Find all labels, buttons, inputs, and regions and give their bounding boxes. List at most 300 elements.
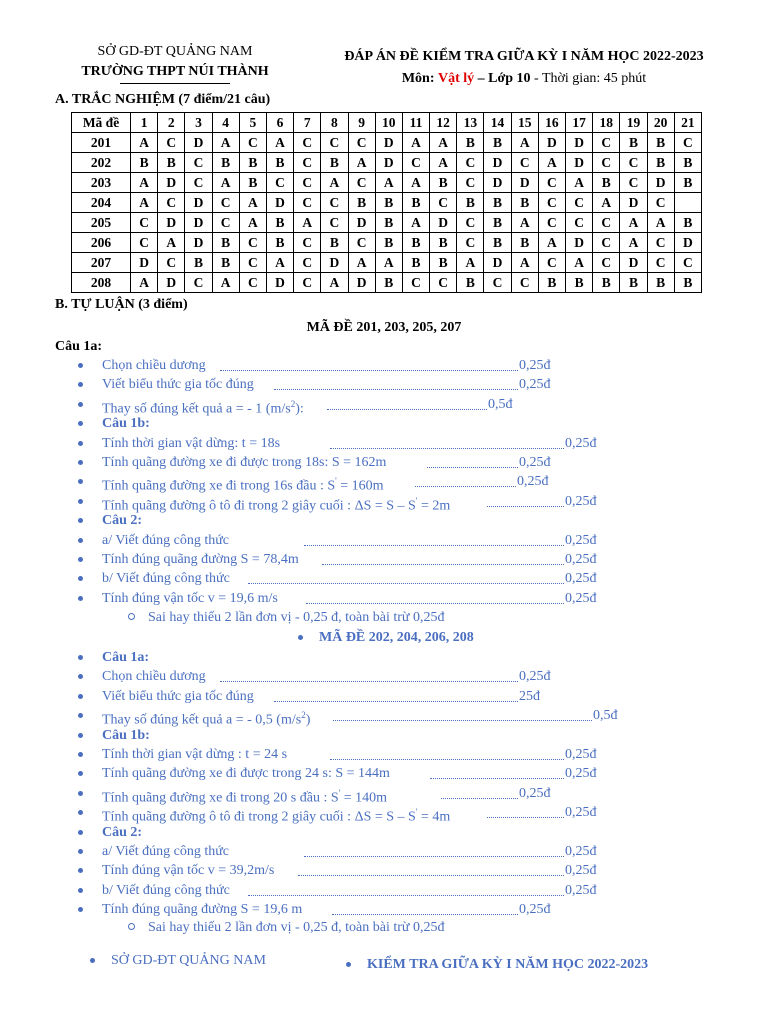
score-value: 0,25đ — [565, 882, 597, 898]
answer-cell: D — [131, 253, 158, 273]
score-value: 0,25đ — [565, 805, 597, 821]
answer-cell: C — [674, 133, 701, 153]
answer-cell: D — [484, 173, 511, 193]
answer-cell: B — [430, 173, 457, 193]
answer-cell: C — [538, 253, 565, 273]
section-a-title: A. TRẮC NGHIỆM (7 điểm/21 câu) — [55, 92, 271, 107]
dot-leader — [487, 817, 564, 818]
bullet-icon — [78, 479, 83, 484]
answer-cell: A — [620, 213, 647, 233]
exam-code-cell: 204 — [72, 193, 131, 213]
item-text: Tính quãng đường ô tô đi trong 2 giây cuối : ΔS = S – S — [102, 809, 416, 825]
list-item-text — [102, 492, 450, 516]
answer-cell: D — [647, 173, 674, 193]
dot-leader — [304, 545, 564, 546]
answer-cell: B — [647, 273, 674, 293]
list-item-text — [102, 687, 254, 706]
bullet-icon — [78, 791, 83, 796]
item-text-tail: = 140m — [340, 790, 388, 806]
item-text: Viết biểu thức gia tốc đúng — [102, 377, 254, 393]
answer-cell: B — [484, 213, 511, 233]
answer-cell: B — [566, 273, 593, 293]
answer-table-body — [72, 133, 702, 293]
answer-cell: C — [158, 253, 185, 273]
answer-cell: A — [131, 193, 158, 213]
header-question-cell: 16 — [538, 113, 565, 133]
item-text: Câu 2: — [102, 824, 143, 840]
answer-cell: C — [294, 173, 321, 193]
header-question-cell: 8 — [321, 113, 348, 133]
table-row — [72, 173, 702, 193]
bullet-icon — [78, 713, 83, 718]
answer-cell: D — [266, 273, 293, 293]
dot-leader — [304, 856, 564, 857]
answer-cell: C — [294, 253, 321, 273]
answer-cell: C — [185, 173, 212, 193]
header-question-cell: 10 — [375, 113, 402, 133]
answer-cell: D — [185, 233, 212, 253]
answer-cell: C — [402, 153, 429, 173]
answer-cell: B — [511, 233, 538, 253]
footer-left — [90, 951, 266, 970]
list-item-text — [102, 453, 386, 472]
dot-leader — [430, 778, 564, 779]
bullet-icon — [346, 962, 351, 967]
list-item-text — [102, 900, 302, 919]
answer-cell: C — [674, 253, 701, 273]
bullet-icon — [78, 538, 83, 543]
score-value: 0,25đ — [519, 377, 551, 393]
item-text: Chọn chiều dương — [102, 358, 206, 373]
item-text: Tính quãng đường xe đi trong 20 s đầu : S — [102, 790, 339, 806]
answer-cell: A — [239, 213, 266, 233]
group1-cau1a-label: Câu 1a: — [55, 339, 103, 354]
answer-cell: C — [266, 173, 293, 193]
answer-cell: C — [321, 213, 348, 233]
dot-leader — [330, 759, 564, 760]
item-text: a/ Viết đúng công thức — [102, 844, 230, 859]
answer-cell: C — [593, 213, 620, 233]
answer-cell: C — [158, 133, 185, 153]
answer-cell: C — [538, 173, 565, 193]
subject-name: Vật lý — [437, 71, 475, 86]
answer-cell: A — [511, 213, 538, 233]
dot-leader — [327, 409, 487, 410]
answer-cell: A — [430, 133, 457, 153]
list-item-text — [102, 842, 229, 861]
answer-cell: B — [321, 153, 348, 173]
school-name: TRƯỜNG THPT NÚI THÀNH — [81, 64, 269, 79]
answer-cell: C — [348, 233, 375, 253]
answer-cell: B — [538, 273, 565, 293]
footer-dept: SỞ GD-ĐT QUẢNG NAM — [111, 953, 266, 968]
answer-cell: C — [212, 193, 239, 213]
answer-cell: C — [348, 133, 375, 153]
answer-cell: B — [647, 153, 674, 173]
answer-cell: C — [511, 153, 538, 173]
list-item-text — [102, 589, 278, 608]
answer-cell: A — [511, 253, 538, 273]
answer-cell — [674, 193, 701, 213]
list-item-text — [102, 375, 254, 394]
doc-title: ĐÁP ÁN ĐỀ KIỂM TRA GIỮA KỲ I NĂM HỌC 2022-2023 — [344, 49, 704, 64]
score-value: 0,25đ — [565, 571, 597, 587]
answer-cell: C — [484, 273, 511, 293]
header-code-cell: Mã đề — [72, 113, 131, 133]
item-text-tail: ): — [295, 401, 304, 417]
dot-leader — [333, 720, 592, 721]
answer-cell: D — [484, 253, 511, 273]
score-value: 0,25đ — [565, 590, 597, 606]
list-item-text — [102, 823, 142, 842]
bullet-icon — [78, 499, 83, 504]
answer-cell: A — [402, 133, 429, 153]
answer-cell: B — [430, 253, 457, 273]
item-text: Câu 1b: — [102, 416, 150, 432]
item-text: Chọn chiều dương — [102, 669, 206, 685]
exam-time: - Thời gian: 45 phút — [534, 71, 647, 86]
bullet-icon — [90, 958, 95, 963]
bullet-icon — [78, 907, 83, 912]
dot-leader — [415, 486, 516, 487]
section-b-title: B. TỰ LUẬN (3 điểm) — [55, 297, 188, 312]
item-text: Tính thời gian vật dừng : t = 24 s — [102, 747, 288, 762]
item-superscript: 2 — [301, 710, 306, 721]
exam-code-cell: 201 — [72, 133, 131, 153]
bullet-icon — [78, 576, 83, 581]
answer-cell: D — [321, 253, 348, 273]
answer-table-header — [72, 113, 702, 133]
bullet-icon — [78, 441, 83, 446]
answer-cell: C — [457, 153, 484, 173]
answer-cell: A — [294, 213, 321, 233]
answer-cell: B — [402, 253, 429, 273]
header-question-cell: 7 — [294, 113, 321, 133]
dot-leader — [322, 564, 564, 565]
bullet-icon — [78, 460, 83, 465]
header-question-cell: 17 — [566, 113, 593, 133]
exam-code-cell: 203 — [72, 173, 131, 193]
answer-cell: A — [158, 233, 185, 253]
answer-cell: D — [185, 133, 212, 153]
score-value: 0,25đ — [519, 358, 551, 373]
answer-cell: B — [239, 173, 266, 193]
answer-cell: B — [620, 133, 647, 153]
answer-cell: C — [511, 273, 538, 293]
answer-cell: D — [566, 133, 593, 153]
answer-cell: D — [375, 153, 402, 173]
answer-cell: C — [593, 253, 620, 273]
item-text: Câu 1b: — [102, 727, 150, 743]
answer-cell: D — [511, 173, 538, 193]
answer-cell: C — [294, 153, 321, 173]
score-value: 0,25đ — [565, 844, 597, 859]
answer-cell: A — [266, 133, 293, 153]
answer-cell: D — [266, 193, 293, 213]
answer-cell: B — [674, 273, 701, 293]
header-underline — [120, 83, 230, 84]
header-left — [60, 42, 290, 84]
table-row — [72, 233, 702, 253]
dot-leader — [330, 448, 564, 449]
answer-cell: A — [538, 233, 565, 253]
answer-cell: B — [430, 233, 457, 253]
answer-cell: D — [158, 213, 185, 233]
item-text: a/ Viết đúng công thức — [102, 532, 230, 548]
bullet-icon — [78, 733, 83, 738]
answer-cell: D — [185, 213, 212, 233]
dot-leader — [248, 583, 564, 584]
dot-leader — [248, 895, 564, 896]
answer-cell: A — [620, 233, 647, 253]
answer-cell: B — [212, 153, 239, 173]
header-question-cell: 2 — [158, 113, 185, 133]
answer-cell: A — [348, 253, 375, 273]
bullet-icon — [78, 868, 83, 873]
exam-code-cell: 208 — [72, 273, 131, 293]
subject-line — [300, 68, 748, 90]
answer-cell: A — [348, 153, 375, 173]
list-item-text — [102, 414, 150, 433]
item-text: Tính quãng đường xe đi được trong 24 s: S = 144m — [102, 766, 390, 782]
dot-leader — [487, 506, 564, 507]
answer-cell: C — [593, 133, 620, 153]
grade-separator: – — [477, 71, 485, 86]
score-value: 0,25đ — [565, 532, 597, 548]
score-value: 0,25đ — [519, 669, 551, 685]
answer-cell: A — [402, 213, 429, 233]
item-text: Tính quãng đường xe đi trong 16s đầu : S — [102, 479, 336, 495]
answer-cell: B — [647, 133, 674, 153]
item-text: Thay số đúng kết quả a = - 0,5 (m/s — [102, 712, 302, 728]
answer-cell: B — [511, 193, 538, 213]
answer-cell: A — [375, 253, 402, 273]
answer-cell: C — [538, 193, 565, 213]
answer-cell: B — [185, 253, 212, 273]
answer-cell: A — [593, 193, 620, 213]
item-text-tail: = 160m — [336, 479, 384, 495]
item-superscript: ' — [415, 807, 418, 818]
answer-cell: B — [375, 233, 402, 253]
answer-cell: C — [212, 213, 239, 233]
dot-leader — [332, 914, 518, 915]
answer-cell: B — [674, 153, 701, 173]
list-item-text — [102, 511, 142, 530]
bullet-icon — [78, 363, 83, 368]
answer-cell: A — [131, 273, 158, 293]
answer-cell: B — [375, 213, 402, 233]
answer-cell: C — [430, 193, 457, 213]
item-superscript: 2 — [290, 398, 296, 409]
list-item-text — [102, 434, 280, 453]
answer-cell: C — [348, 173, 375, 193]
header-question-cell: 19 — [620, 113, 647, 133]
item-text: Tính đúng vận tốc v = 39,2m/s — [102, 863, 275, 879]
answer-cell: A — [375, 173, 402, 193]
header-question-cell: 9 — [348, 113, 375, 133]
answer-cell: B — [266, 233, 293, 253]
bullet-icon — [78, 830, 83, 835]
circle-bullet-icon — [128, 613, 135, 620]
answer-cell: C — [294, 133, 321, 153]
group1-title: MÃ ĐỀ 201, 203, 205, 207 — [306, 320, 462, 335]
answer-cell: C — [321, 133, 348, 153]
score-value: 0,25đ — [565, 766, 597, 782]
bullet-icon — [78, 557, 83, 562]
answer-cell: D — [620, 193, 647, 213]
dot-leader — [427, 467, 518, 468]
answer-cell: C — [185, 273, 212, 293]
answer-cell: D — [566, 233, 593, 253]
score-value: 0,25đ — [565, 863, 597, 879]
bullet-icon — [78, 674, 83, 679]
header-question-cell: 13 — [457, 113, 484, 133]
answer-cell: B — [375, 193, 402, 213]
answer-cell: A — [538, 153, 565, 173]
header-question-cell: 15 — [511, 113, 538, 133]
answer-cell: D — [566, 153, 593, 173]
answer-cell: B — [266, 213, 293, 233]
item-text: Tính đúng vận tốc v = 19,6 m/s — [102, 590, 278, 606]
answer-cell: C — [239, 133, 266, 153]
answer-cell: B — [375, 273, 402, 293]
list-item-text — [102, 726, 150, 745]
list-item-text — [102, 648, 149, 667]
exam-code-cell: 202 — [72, 153, 131, 173]
header-question-cell: 12 — [430, 113, 457, 133]
answer-cell: D — [158, 273, 185, 293]
exam-code-cell: 206 — [72, 233, 131, 253]
answer-cell: C — [239, 233, 266, 253]
answer-cell: B — [484, 133, 511, 153]
answer-cell: A — [647, 213, 674, 233]
answer-cell: C — [239, 253, 266, 273]
dot-leader — [220, 681, 518, 682]
answer-cell: C — [566, 193, 593, 213]
table-row — [72, 213, 702, 233]
answer-cell: B — [593, 273, 620, 293]
dot-leader — [274, 389, 518, 390]
answer-cell: C — [158, 193, 185, 213]
dot-leader — [298, 875, 564, 876]
bullet-icon — [78, 402, 83, 407]
answer-cell: B — [212, 253, 239, 273]
header-question-cell: 14 — [484, 113, 511, 133]
group2-title: MÃ ĐỀ 202, 204, 206, 208 — [319, 630, 474, 645]
answer-cell: A — [131, 173, 158, 193]
answer-cell: A — [266, 253, 293, 273]
answer-cell: B — [674, 213, 701, 233]
bullet-icon — [78, 655, 83, 660]
answer-cell: C — [131, 213, 158, 233]
item-text: Câu 2: — [102, 513, 143, 529]
header-question-cell: 21 — [674, 113, 701, 133]
list-item-text — [102, 569, 230, 588]
item-text: b/ Viết đúng công thức — [102, 882, 230, 898]
answer-cell: D — [674, 233, 701, 253]
item-text: Thay số đúng kết quả a = - 1 (m/s — [102, 401, 291, 417]
dot-leader — [306, 603, 564, 604]
footer-title: KIỂM TRA GIỮA KỲ I NĂM HỌC 2022-2023 — [367, 957, 649, 972]
answer-cell: B — [484, 233, 511, 253]
answer-cell: C — [294, 273, 321, 293]
score-value: 0,25đ — [519, 902, 551, 918]
item-text: Tính đúng quãng đường S = 19,6 m — [102, 902, 303, 918]
item-text-tail: = 4m — [417, 809, 451, 825]
score-value: 0,25đ — [565, 435, 597, 451]
answer-cell: B — [212, 233, 239, 253]
answer-cell: A — [212, 173, 239, 193]
header-question-cell: 3 — [185, 113, 212, 133]
item-text: Câu 1a: — [102, 650, 150, 665]
item-text: Tính quãng đường xe đi được trong 18s: S = 162m — [102, 455, 387, 470]
answer-cell: C — [402, 273, 429, 293]
score-value: 0,25đ — [519, 785, 551, 801]
item-text: Tính đúng quãng đường S = 78,4m — [102, 552, 299, 567]
list-item-text — [102, 764, 390, 783]
item-text: Viết biểu thức gia tốc đúng — [102, 688, 254, 704]
circle-bullet-icon — [128, 923, 135, 930]
answer-cell: C — [294, 193, 321, 213]
answer-cell: C — [457, 213, 484, 233]
score-value: 0,25đ — [519, 455, 551, 470]
answer-cell: D — [348, 213, 375, 233]
answer-cell: A — [566, 173, 593, 193]
item-superscript: ' — [338, 787, 341, 798]
score-value: 0,5đ — [593, 708, 618, 724]
table-row — [72, 193, 702, 213]
bullet-icon — [78, 694, 83, 699]
answer-cell: A — [239, 193, 266, 213]
answer-cell: D — [538, 133, 565, 153]
score-value: 0,5đ — [488, 396, 513, 412]
item-text-tail: = 2m — [417, 498, 451, 514]
answer-cell: C — [566, 213, 593, 233]
answer-cell: B — [593, 173, 620, 193]
bullet-icon — [78, 596, 83, 601]
score-value: 0,25đ — [565, 493, 597, 509]
list-item-text — [102, 550, 299, 569]
answer-cell: B — [348, 193, 375, 213]
answer-cell: B — [457, 133, 484, 153]
answer-cell: B — [674, 173, 701, 193]
answer-cell: B — [457, 193, 484, 213]
score-value: 0,25đ — [517, 474, 549, 490]
header-question-cell: 6 — [266, 113, 293, 133]
table-row — [72, 153, 702, 173]
item-text: b/ Viết đúng công thức — [102, 571, 230, 587]
score-value: 25đ — [519, 688, 540, 704]
list-item-text — [102, 531, 229, 550]
answer-cell: A — [511, 133, 538, 153]
group2-title-line — [298, 628, 474, 647]
list-item-text — [102, 861, 274, 880]
bullet-icon — [78, 810, 83, 815]
answer-cell: D — [348, 273, 375, 293]
answer-cell: D — [158, 173, 185, 193]
header-question-cell: 20 — [647, 113, 674, 133]
header-question-cell: 1 — [131, 113, 158, 133]
bullet-icon — [78, 382, 83, 387]
table-row — [72, 253, 702, 273]
answer-cell: A — [321, 173, 348, 193]
answer-cell: A — [212, 273, 239, 293]
answer-cell: D — [185, 193, 212, 213]
bullet-icon — [78, 518, 83, 523]
bullet-icon — [78, 888, 83, 893]
answer-cell: A — [321, 273, 348, 293]
list-item-text — [102, 356, 206, 375]
